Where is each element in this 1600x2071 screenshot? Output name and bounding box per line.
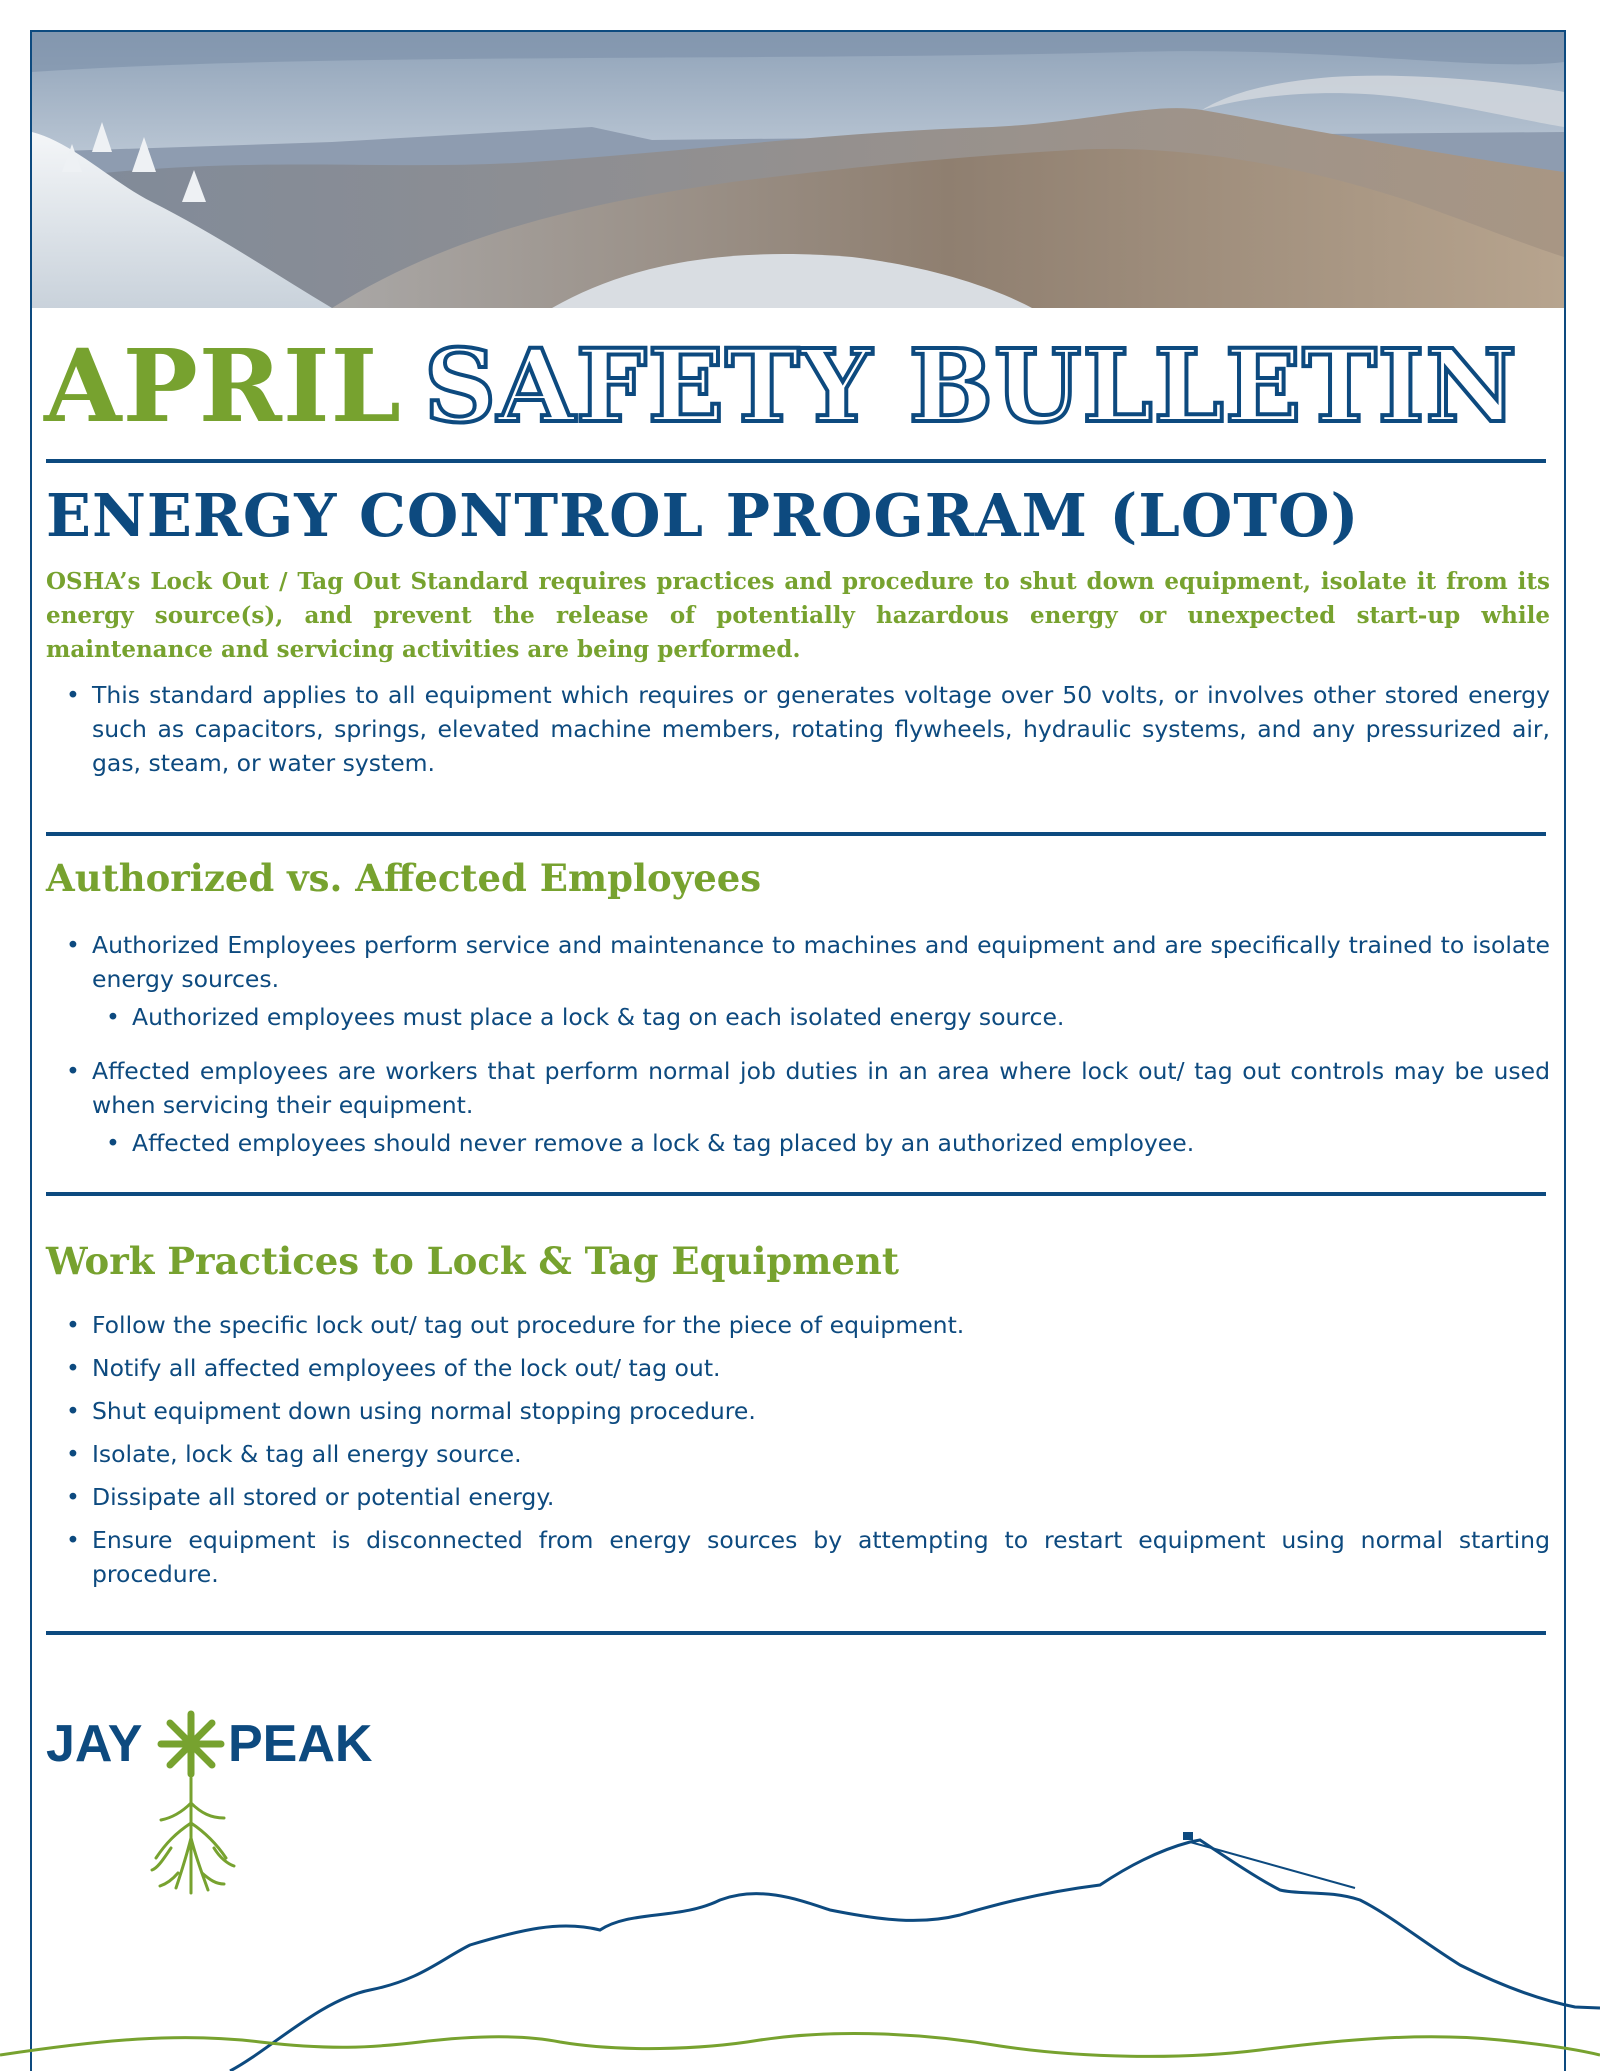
section-heading-practices: Work Practices to Lock & Tag Equipment bbox=[46, 1239, 899, 1283]
divider bbox=[46, 1631, 1546, 1635]
divider bbox=[46, 832, 1546, 836]
mountain-outline-illustration bbox=[0, 1750, 1600, 2071]
standard-list bbox=[66, 678, 1550, 780]
divider bbox=[46, 1192, 1546, 1196]
logo-word-peak: PEAK bbox=[228, 1715, 373, 1773]
list-item: • Dissipate all stored or potential energy. bbox=[66, 1480, 1550, 1514]
logo-word-jay: JAY bbox=[46, 1715, 143, 1773]
divider bbox=[46, 459, 1546, 463]
list-item: • Ensure equipment is disconnected from energy sources by attempting to restart equipment using normal starting procedure. bbox=[66, 1523, 1550, 1591]
practices-list bbox=[66, 1308, 1550, 1591]
hero-mountain-photo bbox=[32, 32, 1564, 308]
list-item: • Notify all affected employees of the lock out/ tag out. bbox=[66, 1351, 1550, 1385]
list-item: • Shut equipment down using normal stopping procedure. bbox=[66, 1394, 1550, 1428]
section-heading-loto: ENERGY CONTROL PROGRAM (LOTO) bbox=[46, 481, 1360, 550]
authorized-list bbox=[66, 928, 1550, 1160]
title-month: APRIL bbox=[44, 327, 402, 445]
title-safety-bulletin: SAFETY BULLETIN bbox=[423, 327, 1518, 445]
list-item: • Authorized Employees perform service and maintenance to machines and equipment and are specifically trained to isolate energy sources. bbox=[66, 928, 1550, 996]
section-heading-authorized: Authorized vs. Affected Employees bbox=[46, 856, 762, 900]
list-item: • Affected employees should never remove a lock & tag placed by an authorized employee. bbox=[106, 1126, 1550, 1160]
list-item: • This standard applies to all equipment which requires or generates voltage over 50 volts, or involves other stored energy such as capacitors, springs, elevated machine members, rotating flywheels, hydraulic systems, and any pressurized air, gas, steam, or water system. bbox=[66, 678, 1550, 780]
bulletin-title bbox=[44, 326, 1554, 445]
lead-paragraph: OSHA’s Lock Out / Tag Out Standard requires practices and procedure to shut down equipment, isolate it from its energy source(s), and prevent the release of potentially hazardous energy or unexpected start-up while maintenance and servicing activities are being performed. bbox=[46, 568, 1550, 663]
list-item: • Follow the specific lock out/ tag out procedure for the piece of equipment. bbox=[66, 1308, 1550, 1342]
list-item: • Affected employees are workers that perform normal job duties in an area where lock out/ tag out controls may be used when servicing their equipment. bbox=[66, 1054, 1550, 1122]
list-item: • Authorized employees must place a lock & tag on each isolated energy source. bbox=[106, 1000, 1550, 1034]
list-item: • Isolate, lock & tag all energy source. bbox=[66, 1437, 1550, 1471]
